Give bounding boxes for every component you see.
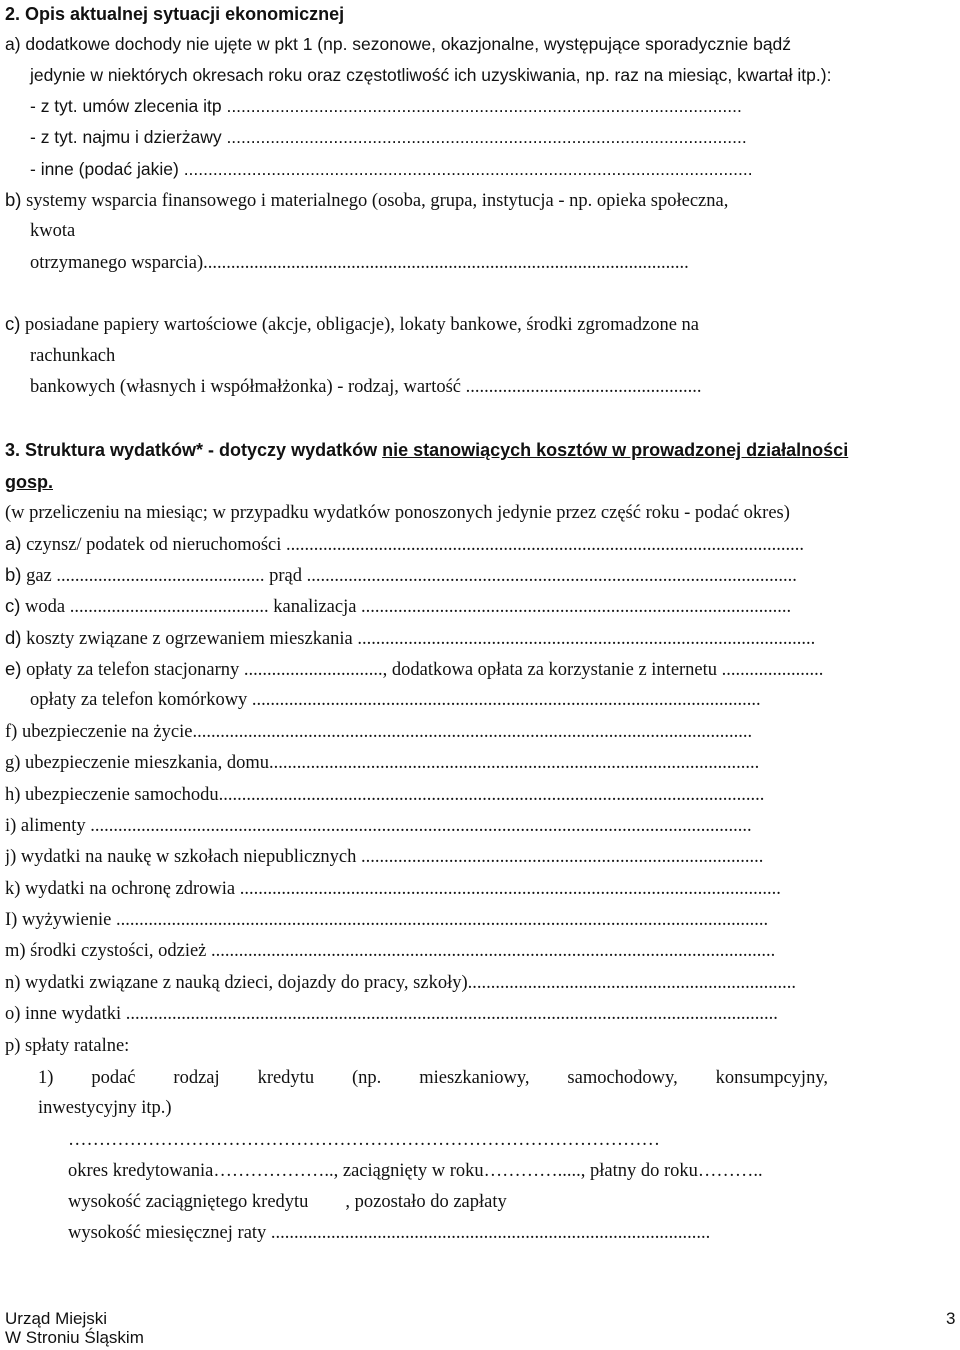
section-2-b-line1 [5,188,728,213]
item-marker: d) [5,627,22,648]
expense-item-education-commute: n) wydatki związane z nauką dzieci, dojazdy do pracy, szkoły)....................................................................... [5,973,797,993]
item-text: woda ........................................... kanalizacja ............................................................................................. [20,597,792,617]
section-2-b-line3: otrzymanego wsparcia)......................................................................................................... [30,253,689,273]
expense-item-water-sewage [5,594,927,619]
section-2-c-line3: bankowych (własnych i współmałżonka) - rodzaj, wartość ................................................... [30,377,702,397]
expense-item-mobile-phone: opłaty za telefon komórkowy .............................................................................................................. [30,690,761,710]
expense-item-cleaning-clothing: m) środki czystości, odzież .......................................................................................................................... [5,941,776,961]
item-marker: a) [5,533,22,554]
item-text: posiadane papiery wartościowe (akcje, obligacje), lokaty bankowe, środki zgromadzone na [25,315,700,335]
expense-item-phone-internet [5,657,927,682]
title-underlined: nie stanowiących kosztów w prowadzonej działalności [382,440,849,460]
page-number: 3 [946,1309,956,1328]
installment-credit-period: okres kredytowania……………….., zaciągnięty w roku…………....., płatny do roku……….. [68,1161,763,1181]
installment-credit-type-cont: inwestycyjny itp.) [38,1098,172,1118]
installment-dotted-line: …………………………………………………………………………………… [68,1130,660,1150]
expense-item-health: k) wydatki na ochronę zdrowia ..................................................................................................................... [5,879,781,899]
item-text: systemy wsparcia finansowego i materialnego (osoba, grupa, instytucja - np. opieka społeczna, [26,191,729,211]
item-marker: b) [5,189,22,210]
expense-item-gas-electricity [5,563,927,588]
section-2-title: 2. Opis aktualnej sytuacji ekonomicznej [5,4,345,24]
section-3-intro: (w przeliczeniu na miesiąc; w przypadku wydatków ponoszonych jedynie przez część roku - podać okres) [5,503,790,523]
section-3-title [5,438,848,462]
title-plain: 3. Struktura wydatków* - dotyczy wydatków [5,440,383,460]
expense-item-rent [5,532,937,557]
section-2-c-line1 [5,312,699,337]
expense-item-other: o) inne wydatki ............................................................................................................................................. [5,1004,778,1024]
item-text: opłaty za telefon stacjonarny .............................., dodatkowa opłata za korzystanie z internetu ...................... [21,660,824,680]
item-marker: c) [5,313,21,334]
installment-credit-amount: wysokość zaciągniętego kredytu , pozostało do zapłaty [68,1192,507,1212]
expense-item-life-insurance: f) ubezpieczenie na życie......................................................................................................................... [5,722,753,742]
section-2-b-line2: kwota [30,221,76,241]
income-item-rental: - z tyt. najmu i dzierżawy ........................................................................................................... [30,127,747,147]
section-2-a-line1: a) dodatkowe dochody nie ujęte w pkt 1 (np. sezonowe, okazjonalne, występujące sporadycznie bądź [5,34,792,54]
item-marker: b) [5,564,22,585]
item-marker: c) [5,595,21,616]
expense-item-car-insurance: h) ubezpieczenie samochodu...................................................................................................................... [5,785,765,805]
item-text: koszty związane z ogrzewaniem mieszkania ................................................................................................... [21,629,816,649]
item-marker: e) [5,658,22,679]
item-text: gaz ............................................. prąd .......................................................................................................... [21,566,797,586]
income-item-other: - inne (podać jakie) ..................................................................................................................... [30,159,753,179]
section-2-c-line2: rachunkach [30,346,116,366]
footer-office-name: Urząd Miejski [5,1309,108,1328]
section-3-title-cont: gosp. [5,472,53,492]
item-text: czynsz/ podatek od nieruchomości ................................................................................................................ [21,535,805,555]
footer-office-location: W Stroniu Śląskim [5,1328,144,1347]
expense-item-installments: p) spłaty ratalne: [5,1036,130,1056]
expense-item-food: I) wyżywienie ............................................................................................................................................. [5,910,769,930]
expense-item-alimony: i) alimenty ............................................................................................................................................... [5,816,752,836]
section-2-a-line2: jedynie w niektórych okresach roku oraz częstotliwość ich uzyskiwania, np. raz na miesiąc, kwartał itp.): [30,65,832,85]
installment-monthly-rate: wysokość miesięcznej raty ............................................................................................... [68,1223,711,1243]
expense-item-private-school: j) wydatki na naukę w szkołach niepublicznych ....................................................................................... [5,847,764,867]
installment-credit-type: 1) podać rodzaj kredytu (np. mieszkaniowy, samochodowy, konsumpcyjny, [38,1068,828,1088]
expense-item-home-insurance: g) ubezpieczenie mieszkania, domu.......................................................................................................... [5,753,760,773]
expense-item-heating [5,626,927,651]
income-item-commission: - z tyt. umów zlecenia itp .......................................................................................................... [30,96,742,116]
